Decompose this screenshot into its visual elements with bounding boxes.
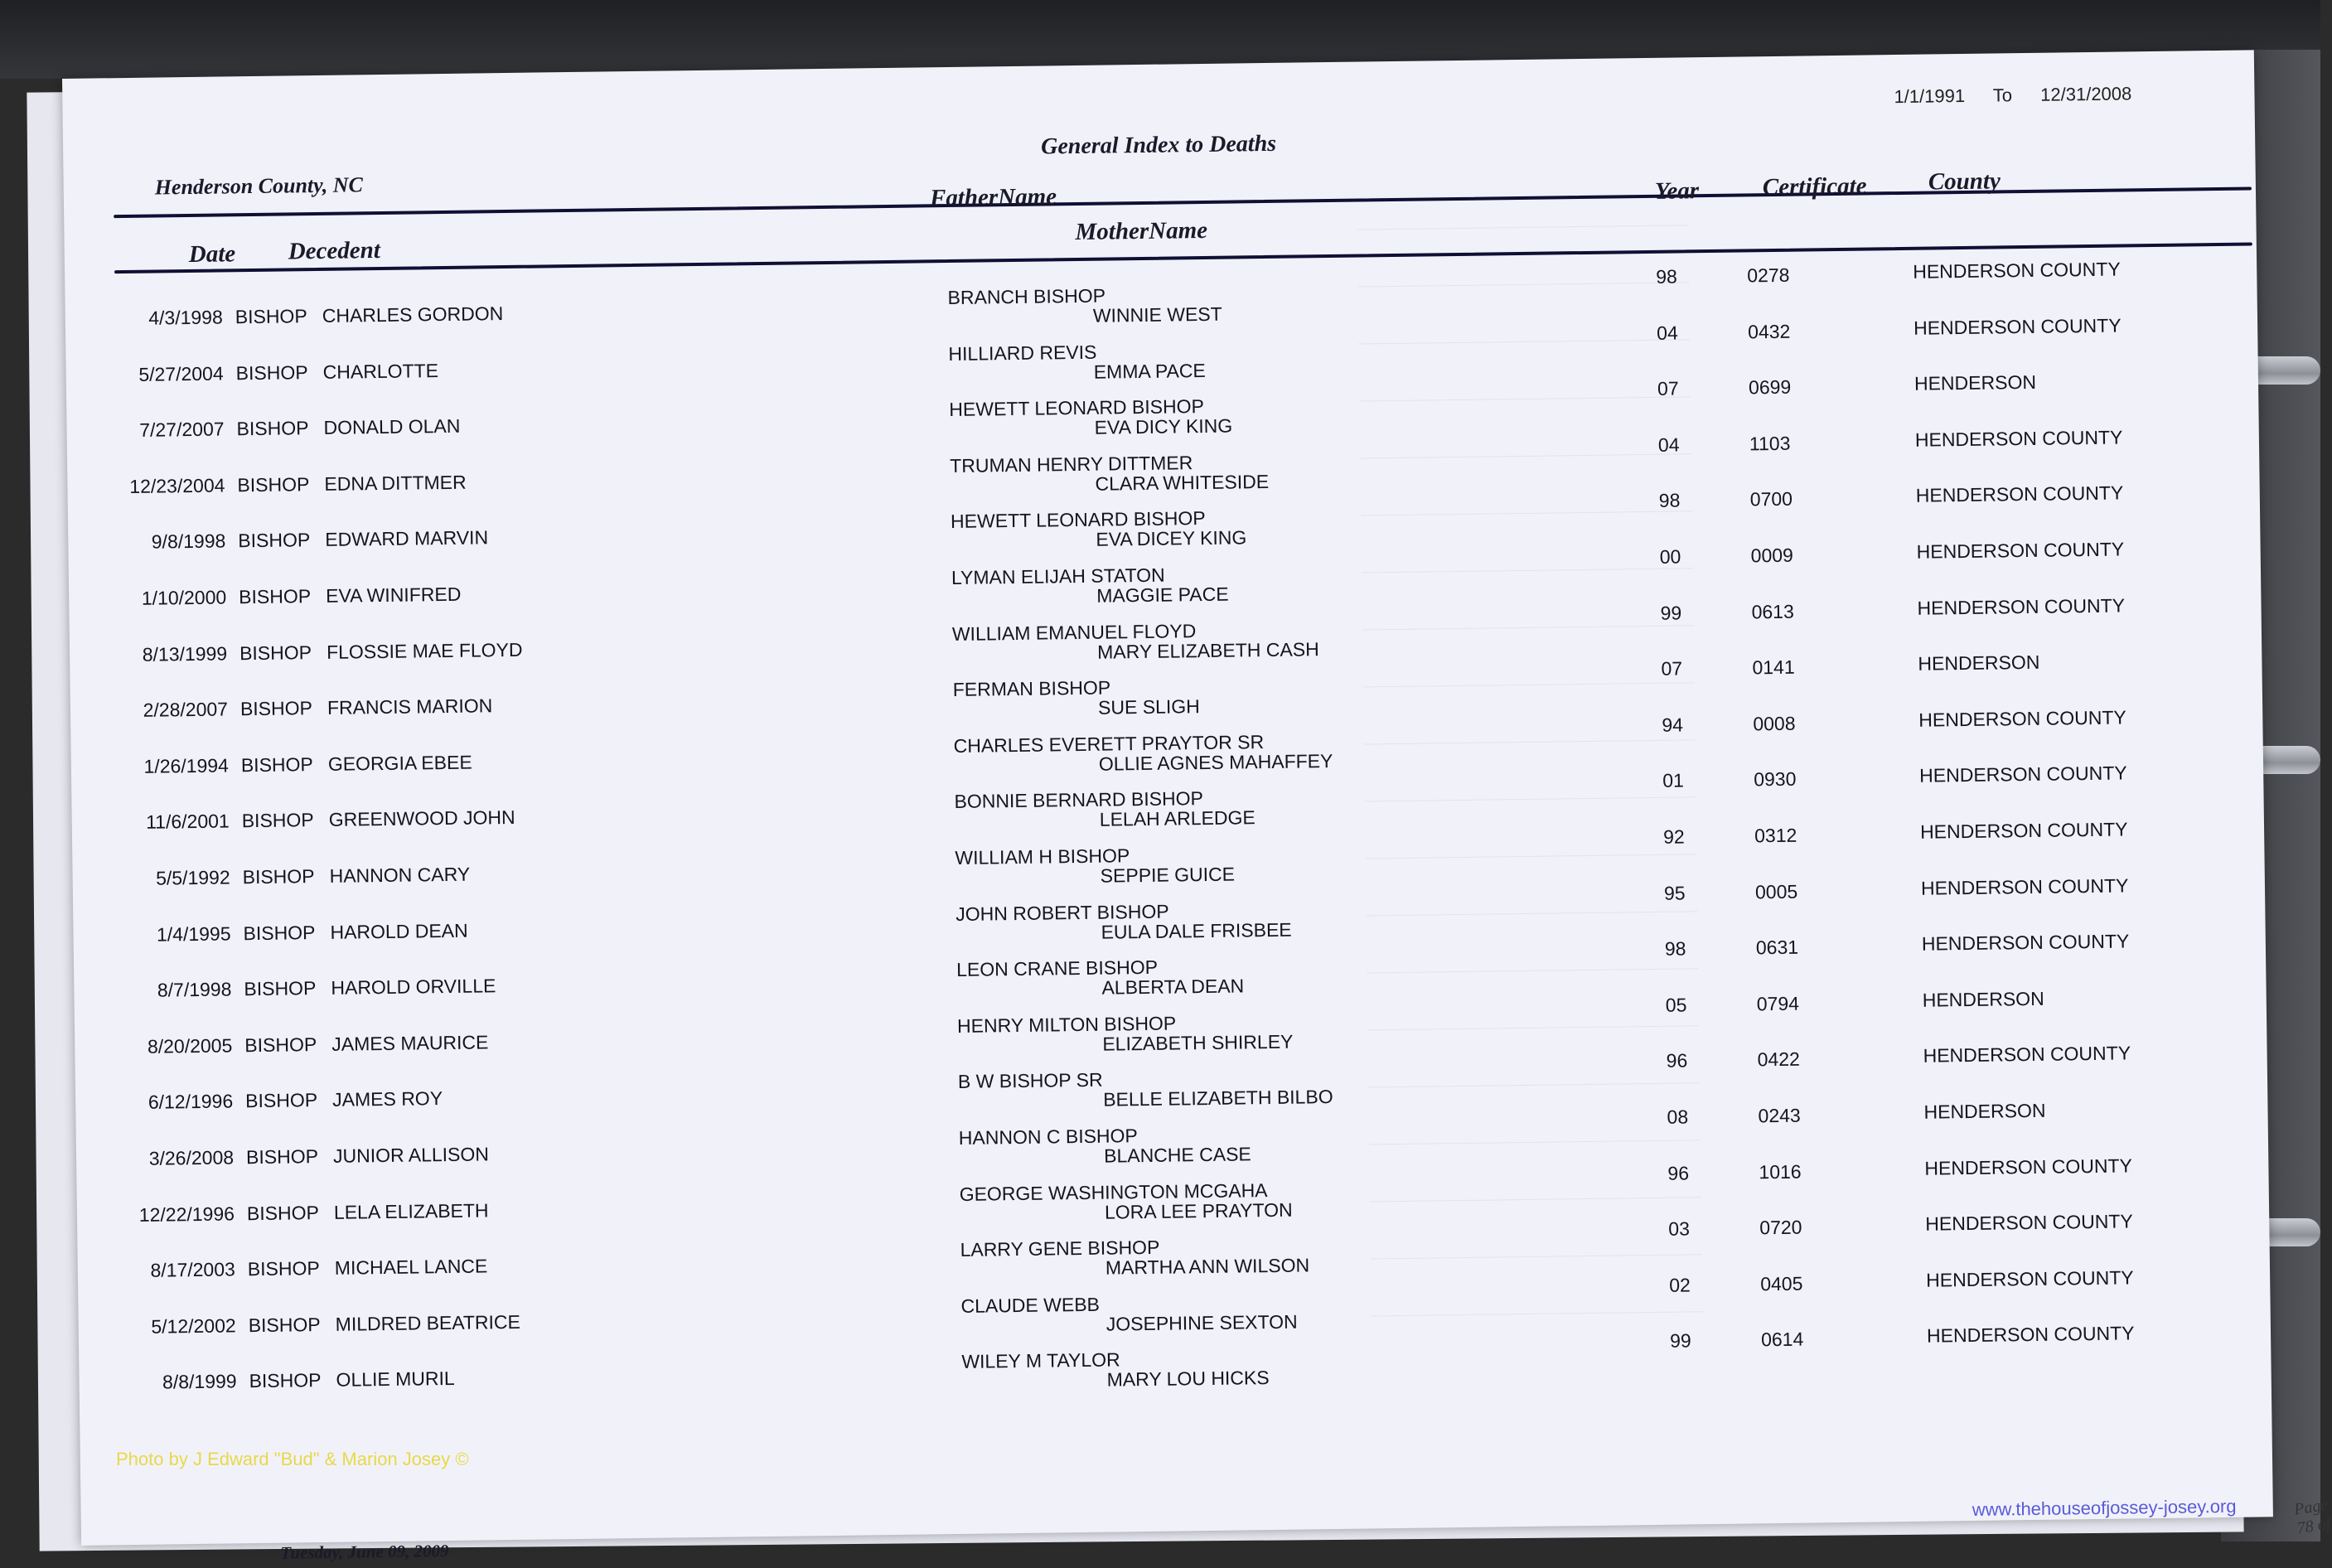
mother-name: EULA DALE FRISBEE: [1101, 918, 1292, 943]
mother-name: JOSEPHINE SEXTON: [1106, 1310, 1298, 1335]
father-name: CHARLES EVERETT PRAYTOR SR: [953, 730, 1265, 757]
county: HENDERSON COUNTY: [1917, 594, 2126, 619]
father-name: GEORGE WASHINGTON MCGAHA: [959, 1178, 1268, 1205]
page-number: Page 78 of: [2292, 1495, 2332, 1538]
year: 04: [1657, 322, 1678, 344]
county: HENDERSON COUNTY: [1925, 1266, 2134, 1291]
mother-name: SEPPIE GUICE: [1100, 863, 1236, 887]
death-date: 2/28/2007: [143, 698, 229, 721]
photo-credit-watermark: Photo by J Edward "Bud" & Marion Josey ©: [116, 1449, 469, 1469]
decedent-first-name: GREENWOOD JOHN: [328, 806, 515, 831]
decedent-first-name: LELA ELIZABETH: [333, 1198, 489, 1223]
decedent-last-name: BISHOP: [240, 753, 313, 777]
decedent-last-name: BISHOP: [239, 585, 312, 608]
father-name: TRUMAN HENRY DITTMER: [950, 451, 1193, 477]
decedent-first-name: JUNIOR ALLISON: [332, 1143, 490, 1167]
county: HENDERSON: [1913, 371, 2037, 394]
decedent-last-name: BISHOP: [246, 1201, 320, 1224]
death-date: 8/17/2003: [150, 1258, 235, 1281]
mother-name: LELAH ARLEDGE: [1099, 806, 1256, 831]
col-header-county: County: [1928, 167, 2001, 196]
year: 00: [1659, 545, 1681, 568]
mother-name: EVA DICY KING: [1094, 414, 1233, 438]
county: HENDERSON COUNTY: [1916, 538, 2125, 563]
decedent-last-name: BISHOP: [235, 361, 308, 384]
year: 94: [1662, 714, 1684, 736]
year: 08: [1667, 1106, 1689, 1128]
father-name: HENRY MILTON BISHOP: [956, 1012, 1177, 1037]
year: 03: [1668, 1217, 1691, 1240]
year: 96: [1666, 1049, 1688, 1072]
father-name: WILEY M TAYLOR: [961, 1348, 1120, 1373]
death-date: 12/23/2004: [129, 474, 225, 497]
county: HENDERSON COUNTY: [1925, 1210, 2133, 1235]
decedent-first-name: OLLIE MURIL: [336, 1367, 455, 1391]
father-name: WILLIAM EMANUEL FLOYD: [951, 619, 1197, 645]
decedent-first-name: HAROLD ORVILLE: [331, 975, 496, 999]
decedent-first-name: FLOSSIE MAE FLOYD: [326, 638, 523, 663]
decedent-last-name: BISHOP: [235, 305, 307, 328]
certificate-number: 0631: [1755, 936, 1799, 959]
county: HENDERSON COUNTY: [1918, 706, 2126, 731]
mother-name: ALBERTA DEAN: [1101, 975, 1245, 999]
year: 99: [1660, 602, 1682, 624]
county: HENDERSON COUNTY: [1914, 426, 2123, 451]
decedent-last-name: BISHOP: [244, 1089, 318, 1112]
decedent-first-name: EVA WINIFRED: [326, 583, 462, 607]
col-header-decedent: Decedent: [288, 236, 381, 265]
col-header-mother: MotherName: [1075, 216, 1208, 246]
mother-name: CLARA WHITESIDE: [1095, 470, 1270, 495]
decedent-first-name: CHARLOTTE: [322, 359, 439, 383]
certificate-number: 0700: [1749, 488, 1793, 511]
county: HENDERSON COUNTY: [1919, 818, 2128, 843]
mother-name: ELIZABETH SHIRLEY: [1102, 1030, 1294, 1055]
decedent-first-name: JAMES MAURICE: [331, 1031, 489, 1055]
certificate-number: 0794: [1756, 992, 1800, 1015]
death-date: 9/8/1998: [151, 530, 226, 554]
decedent-last-name: BISHOP: [247, 1257, 320, 1280]
father-name: JOHN ROBERT BISHOP: [956, 900, 1169, 925]
father-name: LARRY GENE BISHOP: [960, 1236, 1160, 1261]
death-date: 1/26/1994: [143, 754, 230, 777]
certificate-number: 0005: [1754, 880, 1798, 903]
county: HENDERSON COUNTY: [1915, 482, 2124, 507]
certificate-number: 0278: [1747, 264, 1790, 287]
county: HENDERSON COUNTY: [1913, 258, 2121, 283]
county: HENDERSON: [1922, 987, 2044, 1011]
county: HENDERSON COUNTY: [1924, 1154, 2133, 1179]
decedent-last-name: BISHOP: [245, 1145, 319, 1169]
decedent-last-name: BISHOP: [248, 1313, 321, 1336]
range-to-label: To: [1992, 85, 2013, 106]
mother-name: MARY LOU HICKS: [1106, 1367, 1270, 1391]
county: HENDERSON COUNTY: [1926, 1322, 2135, 1348]
decedent-first-name: HANNON CARY: [329, 863, 471, 887]
year: 07: [1661, 657, 1683, 680]
decedent-last-name: BISHOP: [238, 529, 311, 552]
year: 98: [1664, 937, 1686, 960]
father-name: LEON CRANE BISHOP: [956, 956, 1159, 981]
decedent-last-name: BISHOP: [243, 921, 316, 944]
date-range: [1894, 83, 2155, 108]
decedent-first-name: DONALD OLAN: [323, 414, 461, 439]
mother-name: MARTHA ANN WILSON: [1105, 1254, 1310, 1279]
mother-name: WINNIE WEST: [1092, 302, 1222, 327]
death-date: 11/6/2001: [145, 810, 230, 834]
decedent-last-name: BISHOP: [237, 472, 310, 496]
father-name: HANNON C BISHOP: [958, 1125, 1138, 1149]
year: 01: [1662, 769, 1685, 792]
certificate-number: 0699: [1748, 375, 1792, 399]
decedent-first-name: MILDRED BEATRICE: [335, 1310, 521, 1335]
father-name: HEWETT LEONARD BISHOP: [950, 507, 1206, 533]
death-date: 8/20/2005: [147, 1034, 233, 1057]
col-header-certificate: Certificate: [1762, 172, 1867, 201]
county: HENDERSON: [1923, 1099, 2046, 1123]
decedent-last-name: BISHOP: [241, 809, 314, 832]
mother-name: EVA DICEY KING: [1096, 526, 1247, 551]
death-date: 5/5/1992: [155, 866, 230, 889]
mother-name: MAGGIE PACE: [1096, 583, 1229, 607]
decedent-first-name: EDNA DITTMER: [324, 471, 467, 495]
certificate-number: 1103: [1749, 432, 1791, 455]
certificate-number: 0613: [1751, 600, 1794, 622]
death-date: 1/4/1995: [156, 922, 231, 946]
year: 99: [1669, 1329, 1691, 1353]
year: 07: [1657, 377, 1679, 400]
death-date: 12/22/1996: [138, 1202, 235, 1226]
certificate-number: 0312: [1754, 824, 1797, 847]
certificate-number: 0008: [1753, 712, 1796, 735]
death-date: 3/26/2008: [148, 1146, 235, 1169]
death-date: 8/7/1998: [157, 978, 232, 1001]
decedent-first-name: CHARLES GORDON: [322, 302, 504, 327]
father-name: BRANCH BISHOP: [947, 284, 1106, 309]
death-date: 8/13/1999: [142, 642, 228, 665]
col-header-year: Year: [1654, 177, 1700, 205]
year: 04: [1657, 433, 1680, 456]
year: 02: [1669, 1274, 1691, 1296]
death-date: 8/8/1999: [162, 1370, 237, 1393]
mother-name: EMMA PACE: [1093, 359, 1206, 383]
father-name: BONNIE BERNARD BISHOP: [954, 787, 1203, 813]
father-name: WILLIAM H BISHOP: [955, 844, 1130, 869]
decedent-last-name: BISHOP: [236, 417, 309, 440]
county: HENDERSON COUNTY: [1919, 762, 2127, 787]
death-date: 4/3/1998: [148, 306, 223, 329]
year: 92: [1662, 825, 1685, 848]
death-date: 1/10/2000: [141, 586, 227, 609]
decedent-first-name: HAROLD DEAN: [330, 919, 468, 943]
decedent-first-name: GEORGIA EBEE: [327, 751, 472, 775]
report-title: General Index to Deaths: [1040, 130, 1277, 160]
decedent-last-name: BISHOP: [239, 697, 313, 720]
father-name: FERMAN BISHOP: [952, 676, 1111, 701]
year: 96: [1667, 1162, 1690, 1184]
decedent-first-name: JAMES ROY: [331, 1087, 443, 1111]
county-heading: Henderson County, NC: [154, 172, 364, 200]
decedent-last-name: BISHOP: [242, 865, 315, 888]
decedent-last-name: BISHOP: [244, 1033, 317, 1057]
death-date: 5/27/2004: [138, 362, 224, 385]
certificate-number: 0432: [1747, 320, 1791, 342]
father-name: CLAUDE WEBB: [960, 1293, 1101, 1317]
county: HENDERSON COUNTY: [1913, 314, 2122, 339]
mother-name: MARY ELIZABETH CASH: [1096, 637, 1319, 663]
register-page: [62, 50, 2332, 1563]
year: 98: [1658, 489, 1681, 512]
mother-name: LORA LEE PRAYTON: [1104, 1198, 1293, 1223]
certificate-number: 0614: [1760, 1328, 1804, 1351]
death-date: 5/12/2002: [151, 1314, 236, 1338]
year: 05: [1665, 994, 1687, 1016]
father-name: HEWETT LEONARD BISHOP: [949, 395, 1205, 421]
certificate-number: 1016: [1759, 1160, 1802, 1183]
certificate-number: 0405: [1760, 1272, 1803, 1295]
mother-name: OLLIE AGNES MAHAFFEY: [1098, 749, 1333, 775]
year: 98: [1656, 265, 1678, 288]
mother-name: BLANCHE CASE: [1103, 1143, 1251, 1167]
father-name: HILLIARD REVIS: [948, 341, 1097, 365]
certificate-number: 0141: [1752, 656, 1795, 679]
death-date: 7/27/2007: [139, 418, 225, 442]
col-header-father: FatherName: [929, 183, 1057, 212]
father-name: LYMAN ELIJAH STATON: [951, 564, 1165, 589]
range-to: 12/31/2008: [2040, 83, 2132, 105]
mother-name: SUE SLIGH: [1097, 695, 1200, 719]
mother-name: BELLE ELIZABETH BILBO: [1103, 1086, 1333, 1111]
death-date: 6/12/1996: [148, 1090, 234, 1114]
certificate-number: 0930: [1754, 768, 1797, 791]
county: HENDERSON COUNTY: [1920, 874, 2129, 899]
decedent-first-name: EDWARD MARVIN: [325, 526, 489, 551]
county: HENDERSON COUNTY: [1921, 930, 2130, 955]
county: HENDERSON: [1918, 651, 2040, 675]
decedent-first-name: FRANCIS MARION: [327, 694, 493, 719]
father-name: B W BISHOP SR: [957, 1069, 1103, 1093]
certificate-number: 0720: [1759, 1216, 1802, 1239]
county: HENDERSON COUNTY: [1923, 1042, 2131, 1067]
decedent-last-name: BISHOP: [239, 641, 312, 664]
decedent-last-name: BISHOP: [244, 977, 317, 1000]
decedent-first-name: MICHAEL LANCE: [334, 1255, 488, 1280]
col-header-date: Date: [188, 240, 236, 269]
certificate-number: 0422: [1757, 1048, 1801, 1071]
certificate-number: 0243: [1758, 1104, 1801, 1127]
print-date: Tuesday, June 09, 2009: [280, 1541, 449, 1563]
website-url[interactable]: www.thehouseofjossey-josey.org: [1972, 1495, 2237, 1520]
decedent-last-name: BISHOP: [249, 1369, 322, 1392]
range-from: 1/1/1991: [1894, 85, 1966, 108]
year: 95: [1663, 882, 1686, 904]
certificate-number: 0009: [1750, 544, 1794, 567]
